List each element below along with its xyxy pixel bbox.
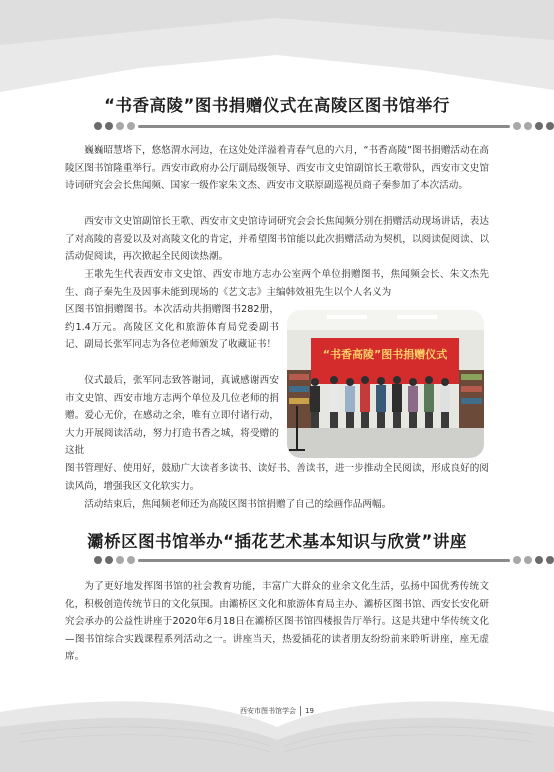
page-footer xyxy=(0,706,554,716)
article-1-title: “书香高陵”图书捐赠仪式在高陵区图书馆举行 xyxy=(104,96,450,115)
article-1-paragraph-3a: 王歌先生代表西安市文史馆、西安市地方志办公室两个单位捐赠图书，焦闻频会长、朱文杰先生、商子秦先生及因事未能到现场的《艺文志》主编韩效祖先生以个人名义为 xyxy=(65,269,489,298)
article-1-paragraph-3b: 区图书馆捐赠图书。本次活动共捐赠图书282册，约1.4万元。高陵区文化和旅游体育局党委副书记、副局长张军同志为各位老师颁发了收藏证书！ xyxy=(65,304,279,351)
title-divider xyxy=(94,122,554,130)
title-divider-2 xyxy=(94,556,554,564)
page-number: 19 xyxy=(305,707,314,715)
book-decoration xyxy=(0,672,554,772)
article-2-paragraph-1: 为了更好地发挥图书馆的社会教育功能，丰富广大群众的业余文化生活，弘扬中国优秀传统文化，积极创造传统节日的文化氛围。由灞桥区文化和旅游体育局主办、灞桥区图书馆、西安长安化研究会承办的公益性讲座于2020年6月18日在灞桥区图书馆四楼报告厅举行。这是共建中华传统文化—图书馆综合实践课程系列活动之一。讲座当天，热爱插花的读者朋友纷纷前来聆听讲座，座无虚席。 xyxy=(65,581,489,663)
publication-name: 西安市图书馆学会 xyxy=(240,707,297,715)
article-1-paragraph-4a: 仪式最后，张军同志致答谢词，真诚感谢西安市文史馆、西安市地方志两个单位及几位老师的捐赠。爱心无价，在感动之余，唯有立即付诸行动，大力开展阅读活动，努力打造书香之城，将受赠的这批 xyxy=(65,375,279,457)
photo-banner-text: “书香高陵”图书捐赠仪式 xyxy=(322,348,448,361)
article-1-paragraph-1: 巍巍昭慧塔下，悠悠渭水河边，在这处处洋溢着青春气息的六月，“书香高陵”图书捐赠活动在高陵区图书馆隆重举行。西安市政府办公厅副局级领导、西安市文史馆副馆长王歌带队，西安市文史馆诗词研究会会长焦闻频、国家一级作家朱文杰、西安市文联原副巡视员商子秦参加了本次活动。 xyxy=(65,145,489,192)
article-2-title: 灞桥区图书馆举办“插花艺术基本知识与欣赏”讲座 xyxy=(87,532,467,551)
footer-separator xyxy=(300,706,301,716)
article-1-paragraph-4b: 图书管理好、使用好，鼓励广大读者多读书、读好书、善读书，进一步推动全民阅读，形成良好的阅读风尚，增强我区文化软实力。 xyxy=(65,463,489,492)
article-1-paragraph-2: 西安市文史馆副馆长王歌、西安市文史馆诗词研究会会长焦闻频分别在捐赠活动现场讲话，表达了对高陵的喜爱以及对高陵文化的肯定，并希望图书馆能以此次捐赠活动为契机，以阅读促阅读、以活动促阅读，再次掀起全民阅读热潮。 xyxy=(65,216,489,263)
article-1-paragraph-5: 活动结束后，焦闻频老师还为高陵区图书馆捐赠了自己的绘画作品两幅。 xyxy=(84,499,392,510)
event-photo xyxy=(287,310,484,458)
